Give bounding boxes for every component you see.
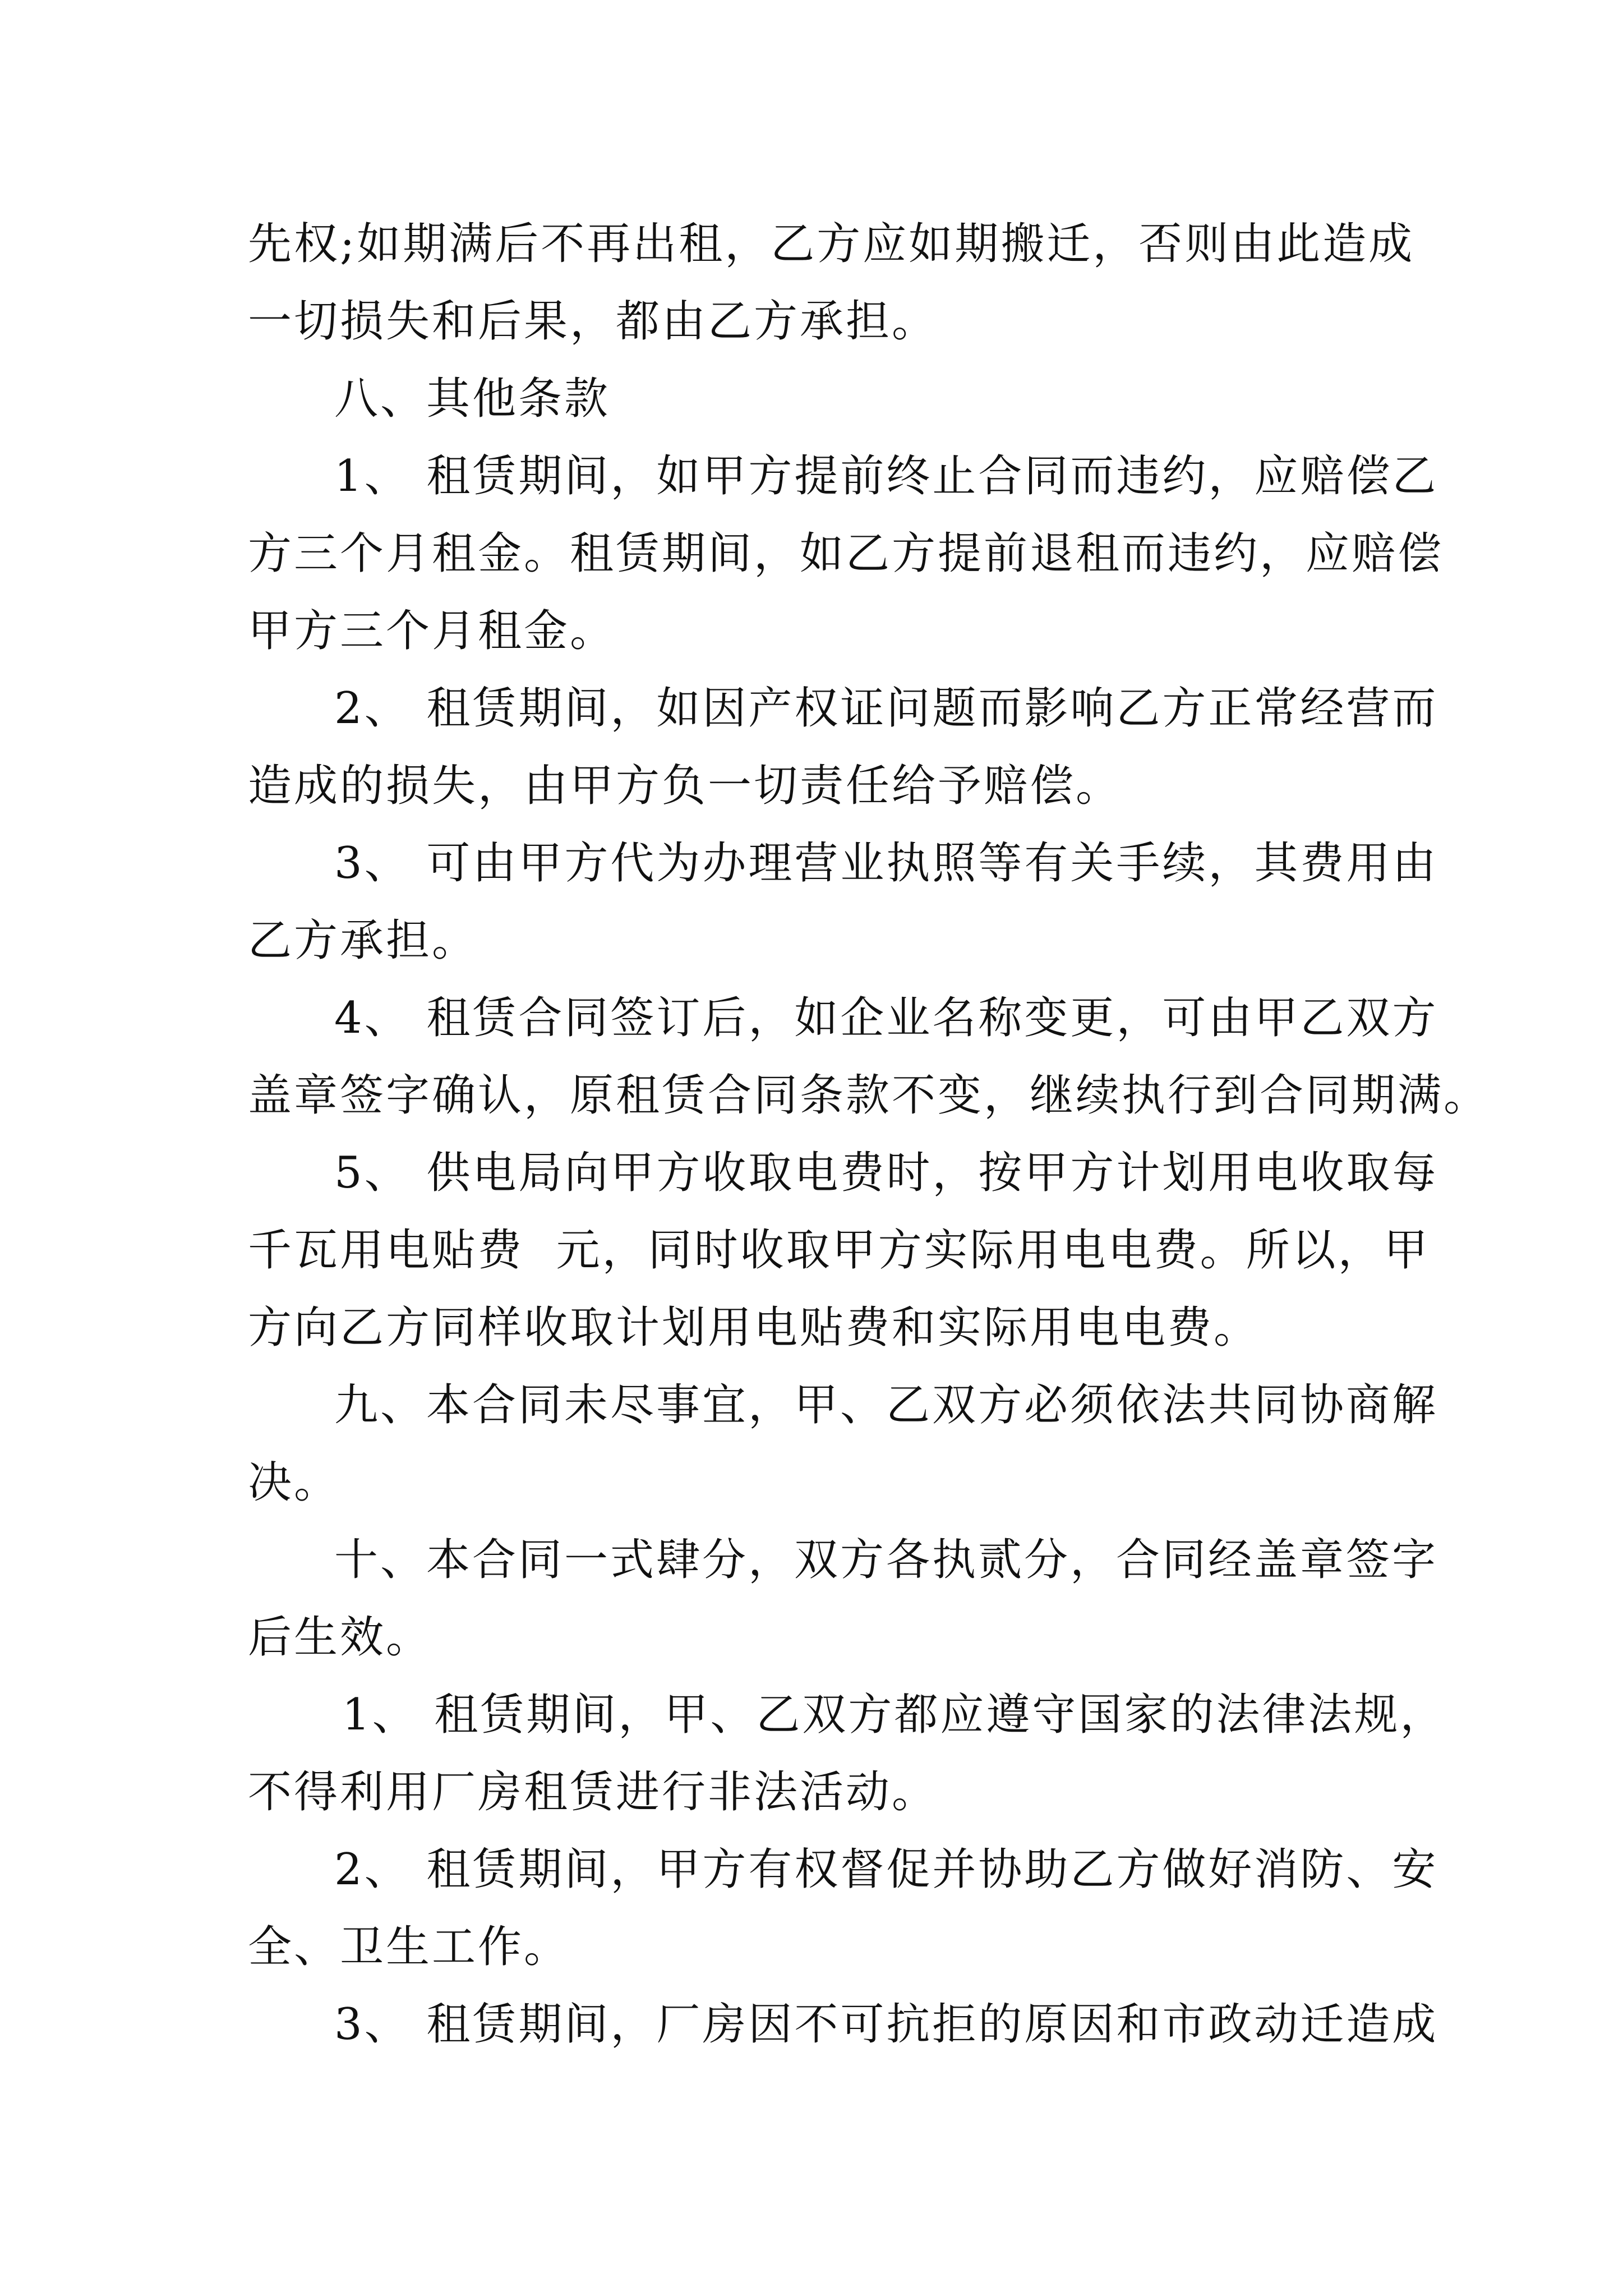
text-line-12: 盖章签字确认，原租赁合同条款不变，继续执行到合同期满。: [248, 1070, 1490, 1121]
text-line-20: 1、 租赁期间，甲、乙双方都应遵守国家的法律法规，: [342, 1690, 1446, 1740]
text-line-17: 决。: [248, 1457, 340, 1508]
text-line-7: 2、 租赁期间，如因产权证问题而影响乙方正常经营而: [334, 683, 1438, 734]
section-heading-9: 九、本合同未尽事宜，甲、乙双方必须依法共同协商解: [334, 1380, 1438, 1430]
text-line-5: 方三个月租金。租赁期间，如乙方提前退租而违约，应赔偿: [248, 528, 1444, 579]
section-heading-10: 十、本合同一式肆分，双方各执贰分，合同经盖章签字: [334, 1535, 1438, 1585]
text-line-14: 千瓦用电贴费 元，同时收取甲方实际用电电费。所以，甲: [248, 1225, 1430, 1276]
text-line-2: 一切损失和后果，都由乙方承担。: [248, 296, 938, 347]
text-line-13: 5、 供电局向甲方收取电费时，按甲方计划用电收取每: [334, 1148, 1438, 1198]
text-line-4: 1、 租赁期间，如甲方提前终止合同而违约，应赔偿乙: [334, 451, 1438, 501]
text-line-8: 造成的损失，由甲方负一切责任给予赔偿。: [248, 761, 1122, 811]
text-line-6: 甲方三个月租金。: [248, 606, 616, 656]
text-line-24: 3、 租赁期间，厂房因不可抗拒的原因和市政动迁造成: [334, 1999, 1438, 2050]
section-heading-8: 八、其他条款: [334, 374, 611, 424]
text-line-19: 后生效。: [248, 1612, 432, 1663]
text-line-21: 不得利用厂房租赁进行非法活动。: [248, 1767, 938, 1818]
text-line-1: 先权;如期满后不再出租，乙方应如期搬迁，否则由此造成: [248, 219, 1415, 269]
text-line-11: 4、 租赁合同签订后，如企业名称变更，可由甲乙双方: [334, 993, 1438, 1043]
text-line-22: 2、 租赁期间，甲方有权督促并协助乙方做好消防、安: [334, 1844, 1438, 1895]
text-line-9: 3、 可由甲方代为办理营业执照等有关手续，其费用由: [334, 838, 1438, 889]
text-line-10: 乙方承担。: [248, 915, 478, 966]
text-line-23: 全、卫生工作。: [248, 1922, 570, 1972]
text-line-15: 方向乙方同样收取计划用电贴费和实际用电电费。: [248, 1303, 1260, 1353]
